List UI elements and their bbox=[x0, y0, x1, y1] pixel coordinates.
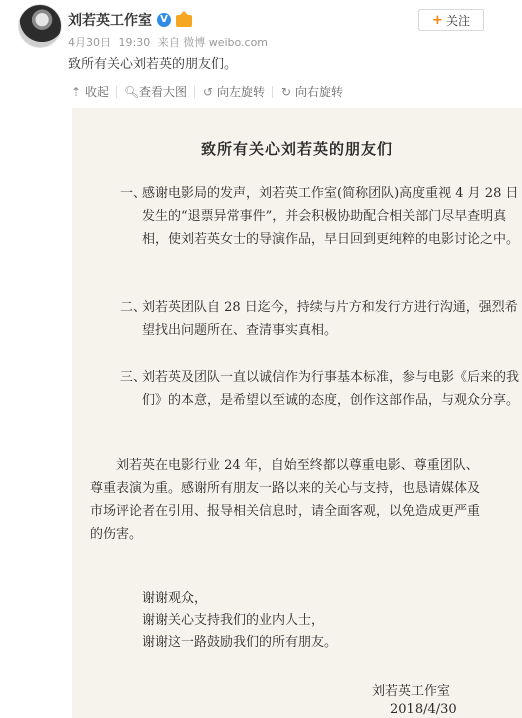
magnifier-icon: 🔍︎ bbox=[124, 84, 140, 99]
author-row bbox=[68, 10, 192, 30]
item-number: 二、 bbox=[120, 300, 147, 315]
post-text: 致所有关心刘若英的朋友们。 bbox=[68, 57, 238, 72]
statement-paragraph: 刘若英在电影行业 24 年，自始至终都以尊重电影、尊重团队、尊重表演为重。感谢所有朋友一路以来的关心与支持，也恳请媒体及市场评论者在引用、报导相关信息时，请全面客观，以免造成更严重的伤害。 bbox=[90, 458, 481, 542]
thanks-line-1: 谢谢观众， bbox=[142, 591, 208, 606]
verified-badge-icon: V bbox=[157, 13, 171, 27]
crown-icon bbox=[176, 15, 192, 27]
signature-date: 2018/4/30 bbox=[390, 702, 457, 717]
rotate-right-icon: ↻ bbox=[281, 84, 292, 99]
follow-button[interactable] bbox=[418, 9, 484, 31]
follow-label: 关注 bbox=[445, 13, 470, 28]
image-toolbar bbox=[70, 83, 350, 100]
rotate-right-label: 向右旋转 bbox=[295, 85, 344, 99]
post-source[interactable]: 来自 微博 weibo.com bbox=[157, 36, 269, 49]
item-text: 刘若英及团队一直以诚信作为行事基本标准，参与电影《后来的我们》的本意，是希望以至诚的态度，创作这部作品，与观众分享。 bbox=[142, 370, 520, 408]
item-text: 刘若英团队自 28 日迄今，持续与片方和发行方进行沟通，强烈希望找出问题所在、查清事实真相。 bbox=[142, 300, 518, 338]
post-time[interactable]: 19:30 bbox=[118, 36, 151, 49]
view-large-label: 查看大图 bbox=[139, 85, 188, 99]
avatar[interactable] bbox=[18, 4, 62, 48]
rotate-left-icon: ↺ bbox=[203, 84, 214, 99]
item-text: 感谢电影局的发声，刘若英工作室(简称团队)高度重视 4 月 28 日发生的“退票异常事件”，并会积极协助配合相关部门尽早查明真相，使刘若英女士的导演作品，早日回到更纯粹的电影讨论之中。 bbox=[142, 186, 520, 247]
item-number: 三、 bbox=[120, 370, 147, 385]
post-meta bbox=[68, 34, 272, 50]
thanks-line-2: 谢谢关心支持我们的业内人士， bbox=[142, 613, 325, 628]
plus-icon: + bbox=[432, 12, 443, 28]
rotate-left-button[interactable] bbox=[195, 83, 272, 100]
statement-image[interactable] bbox=[72, 108, 522, 718]
rotate-right-button[interactable] bbox=[273, 83, 350, 100]
view-large-button[interactable] bbox=[117, 83, 194, 100]
collapse-label: 收起 bbox=[85, 85, 110, 99]
statement-title: 致所有关心刘若英的朋友们 bbox=[200, 140, 393, 158]
collapse-arrow-icon: ⇡ bbox=[70, 84, 82, 99]
author-name[interactable]: 刘若英工作室 bbox=[68, 13, 152, 29]
collapse-button[interactable] bbox=[70, 83, 116, 100]
rotate-left-label: 向左旋转 bbox=[217, 85, 266, 99]
thanks-line-3: 谢谢这一路鼓励我们的所有朋友。 bbox=[142, 635, 338, 650]
post-date[interactable]: 4月30日 bbox=[68, 36, 111, 49]
weibo-post-header bbox=[0, 0, 522, 115]
signature: 刘若英工作室 bbox=[372, 684, 451, 699]
item-number: 一、 bbox=[120, 186, 147, 201]
